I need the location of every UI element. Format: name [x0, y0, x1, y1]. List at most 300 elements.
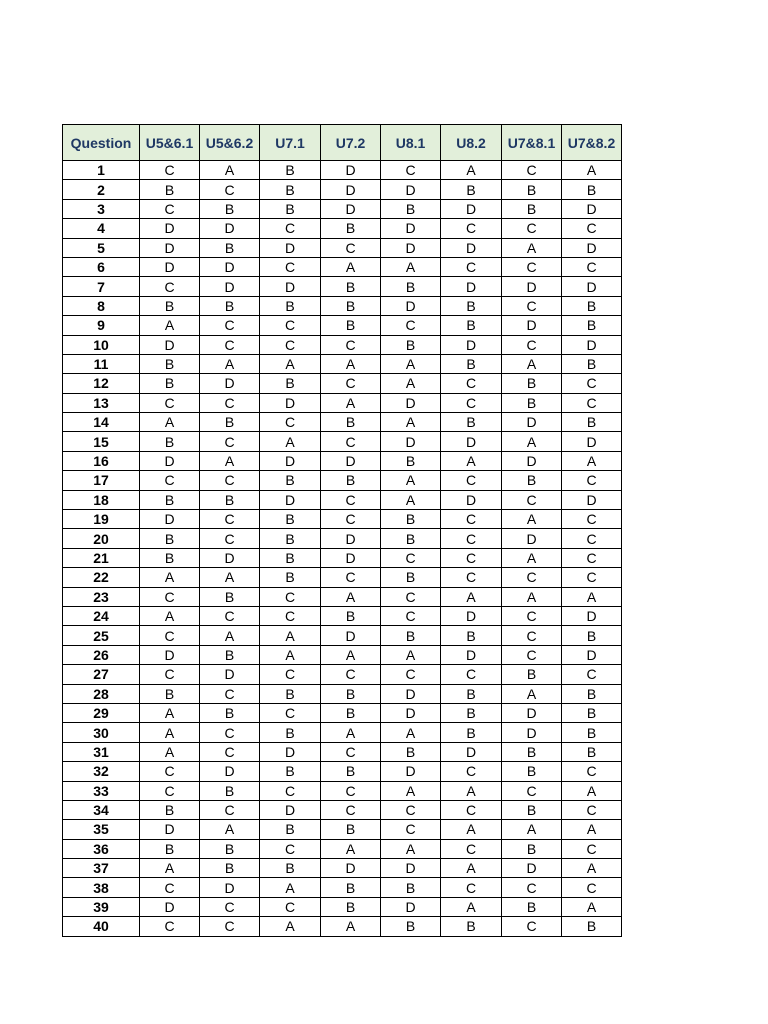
- answer-cell: B: [321, 277, 381, 296]
- table-row: [63, 296, 622, 315]
- answer-cell: C: [140, 917, 200, 936]
- answer-cell: A: [200, 451, 260, 470]
- table-row: [63, 257, 622, 276]
- answer-cell: D: [441, 238, 502, 257]
- answer-cell: B: [200, 296, 260, 315]
- table-row: [63, 354, 622, 373]
- table-row: [63, 665, 622, 684]
- answer-cell: D: [140, 897, 200, 916]
- question-number-cell: 29: [63, 703, 140, 722]
- answer-cell: B: [441, 413, 502, 432]
- answer-cell: D: [260, 451, 321, 470]
- answer-cell: C: [140, 471, 200, 490]
- answer-cell: D: [381, 296, 441, 315]
- answer-cell: B: [441, 354, 502, 373]
- answer-cell: D: [381, 393, 441, 412]
- answer-cell: A: [260, 917, 321, 936]
- answer-cell: A: [321, 723, 381, 742]
- answer-cell: C: [562, 471, 622, 490]
- question-number-cell: 38: [63, 878, 140, 897]
- answer-cell: B: [441, 626, 502, 645]
- answer-cell: B: [562, 316, 622, 335]
- table-row: [63, 199, 622, 218]
- answer-cell: C: [502, 606, 562, 625]
- answer-cell: D: [260, 238, 321, 257]
- answer-cell: B: [502, 471, 562, 490]
- answer-cell: A: [441, 781, 502, 800]
- answer-cell: B: [321, 897, 381, 916]
- answer-cell: B: [200, 859, 260, 878]
- table-row: [63, 316, 622, 335]
- answer-cell: C: [441, 878, 502, 897]
- answer-cell: B: [260, 859, 321, 878]
- answer-cell: B: [200, 238, 260, 257]
- question-number-cell: 25: [63, 626, 140, 645]
- answer-cell: A: [381, 723, 441, 742]
- answer-cell: C: [441, 762, 502, 781]
- column-header-question: Question: [63, 125, 140, 161]
- answer-cell: A: [381, 374, 441, 393]
- answer-cell: B: [562, 742, 622, 761]
- answer-cell: B: [441, 684, 502, 703]
- answer-cell: D: [502, 451, 562, 470]
- column-header-u8-2: U8.2: [441, 125, 502, 161]
- answer-cell: D: [321, 199, 381, 218]
- answer-cell: D: [200, 665, 260, 684]
- answer-cell: A: [140, 568, 200, 587]
- answer-cell: D: [260, 800, 321, 819]
- question-number-cell: 17: [63, 471, 140, 490]
- answer-cell: C: [321, 568, 381, 587]
- answer-cell: C: [562, 374, 622, 393]
- answer-cell: D: [381, 859, 441, 878]
- answer-cell: A: [441, 451, 502, 470]
- answer-cell: A: [200, 354, 260, 373]
- answer-cell: B: [502, 800, 562, 819]
- answer-cell: C: [140, 587, 200, 606]
- answer-cell: A: [260, 354, 321, 373]
- answer-cell: C: [562, 762, 622, 781]
- answer-cell: C: [381, 587, 441, 606]
- answer-cell: A: [502, 510, 562, 529]
- answer-cell: B: [260, 568, 321, 587]
- question-number-cell: 39: [63, 897, 140, 916]
- answer-cell: B: [260, 510, 321, 529]
- answer-cell: C: [260, 781, 321, 800]
- answer-cell: D: [381, 432, 441, 451]
- table-row: [63, 413, 622, 432]
- answer-cell: C: [140, 277, 200, 296]
- answer-cell: A: [562, 587, 622, 606]
- question-number-cell: 4: [63, 219, 140, 238]
- table-row: [63, 781, 622, 800]
- answer-cell: A: [502, 587, 562, 606]
- answer-cell: A: [200, 626, 260, 645]
- question-number-cell: 27: [63, 665, 140, 684]
- answer-cell: D: [140, 335, 200, 354]
- answer-cell: C: [502, 645, 562, 664]
- answer-cell: C: [200, 684, 260, 703]
- table-row: [63, 393, 622, 412]
- answer-cell: B: [260, 296, 321, 315]
- answer-cell: B: [381, 451, 441, 470]
- answer-cell: D: [562, 432, 622, 451]
- answer-cell: C: [381, 820, 441, 839]
- answer-cell: B: [200, 413, 260, 432]
- answer-cell: B: [200, 703, 260, 722]
- table-row: [63, 839, 622, 858]
- answer-cell: D: [502, 703, 562, 722]
- answer-cell: C: [441, 665, 502, 684]
- table-row: [63, 451, 622, 470]
- answer-cell: C: [562, 800, 622, 819]
- answer-cell: C: [260, 839, 321, 858]
- answer-cell: D: [200, 878, 260, 897]
- table-row: [63, 161, 622, 180]
- answer-cell: D: [562, 645, 622, 664]
- answer-cell: C: [441, 529, 502, 548]
- answer-cell: C: [381, 548, 441, 567]
- header-row: [63, 125, 622, 161]
- answer-cell: D: [502, 723, 562, 742]
- table-row: [63, 859, 622, 878]
- answer-cell: B: [441, 723, 502, 742]
- answer-cell: A: [140, 703, 200, 722]
- answer-cell: A: [321, 645, 381, 664]
- answer-cell: D: [321, 626, 381, 645]
- answer-cell: C: [260, 897, 321, 916]
- table-row: [63, 703, 622, 722]
- answer-cell: C: [502, 917, 562, 936]
- question-number-cell: 13: [63, 393, 140, 412]
- answer-cell: A: [381, 839, 441, 858]
- answer-cell: C: [260, 219, 321, 238]
- column-header-u7-8-1: U7&8.1: [502, 125, 562, 161]
- answer-cell: C: [260, 413, 321, 432]
- answer-cell: D: [441, 606, 502, 625]
- column-header-u5-6-1: U5&6.1: [140, 125, 200, 161]
- answer-cell: D: [562, 606, 622, 625]
- answer-cell: B: [381, 568, 441, 587]
- answer-cell: B: [381, 510, 441, 529]
- answer-cell: D: [260, 490, 321, 509]
- answer-cell: C: [441, 374, 502, 393]
- question-number-cell: 36: [63, 839, 140, 858]
- answer-cell: C: [441, 568, 502, 587]
- answer-cell: B: [260, 548, 321, 567]
- answer-cell: C: [441, 839, 502, 858]
- question-number-cell: 3: [63, 199, 140, 218]
- answer-cell: B: [441, 917, 502, 936]
- answer-cell: C: [200, 742, 260, 761]
- table-row: [63, 917, 622, 936]
- answer-cell: B: [381, 742, 441, 761]
- answer-cell: C: [200, 471, 260, 490]
- answer-cell: A: [441, 161, 502, 180]
- answer-cell: B: [321, 219, 381, 238]
- answer-cell: C: [441, 548, 502, 567]
- answer-cell: C: [502, 878, 562, 897]
- answer-cell: C: [200, 510, 260, 529]
- answer-cell: C: [200, 335, 260, 354]
- answer-cell: A: [200, 568, 260, 587]
- answer-cell: C: [321, 432, 381, 451]
- answer-cell: B: [502, 897, 562, 916]
- answer-cell: B: [381, 529, 441, 548]
- answer-cell: D: [200, 257, 260, 276]
- answer-cell: B: [260, 199, 321, 218]
- answer-cell: C: [502, 219, 562, 238]
- answer-cell: B: [321, 606, 381, 625]
- answer-cell: D: [562, 335, 622, 354]
- answer-cell: D: [381, 180, 441, 199]
- answer-cell: C: [562, 529, 622, 548]
- question-number-cell: 33: [63, 781, 140, 800]
- answer-cell: A: [381, 781, 441, 800]
- answer-cell: C: [321, 335, 381, 354]
- question-number-cell: 31: [63, 742, 140, 761]
- answer-cell: A: [502, 432, 562, 451]
- answer-cell: B: [562, 723, 622, 742]
- answer-cell: B: [441, 703, 502, 722]
- answer-cell: D: [381, 703, 441, 722]
- answer-cell: C: [502, 626, 562, 645]
- answer-cell: D: [321, 548, 381, 567]
- column-header-u8-1: U8.1: [381, 125, 441, 161]
- answer-cell: C: [260, 665, 321, 684]
- answer-cell: D: [260, 393, 321, 412]
- answer-cell: C: [200, 432, 260, 451]
- answer-cell: C: [562, 878, 622, 897]
- answer-cell: B: [140, 548, 200, 567]
- answer-cell: C: [381, 316, 441, 335]
- column-header-u7-2: U7.2: [321, 125, 381, 161]
- question-number-cell: 10: [63, 335, 140, 354]
- table-row: [63, 219, 622, 238]
- answer-cell: D: [502, 413, 562, 432]
- answer-cell: B: [260, 180, 321, 199]
- answer-cell: B: [562, 917, 622, 936]
- answer-key-table: [62, 124, 622, 937]
- question-number-cell: 9: [63, 316, 140, 335]
- table-row: [63, 374, 622, 393]
- answer-cell: B: [502, 762, 562, 781]
- answer-cell: C: [140, 626, 200, 645]
- answer-cell: A: [562, 161, 622, 180]
- answer-cell: B: [502, 374, 562, 393]
- table-row: [63, 490, 622, 509]
- answer-cell: A: [140, 859, 200, 878]
- answer-cell: A: [381, 257, 441, 276]
- answer-cell: D: [502, 859, 562, 878]
- answer-cell: C: [562, 257, 622, 276]
- answer-cell: B: [140, 374, 200, 393]
- answer-cell: C: [260, 316, 321, 335]
- question-number-cell: 20: [63, 529, 140, 548]
- answer-cell: D: [502, 277, 562, 296]
- answer-cell: A: [260, 432, 321, 451]
- answer-cell: B: [381, 626, 441, 645]
- question-number-cell: 23: [63, 587, 140, 606]
- table-row: [63, 548, 622, 567]
- table-row: [63, 510, 622, 529]
- answer-cell: B: [562, 703, 622, 722]
- answer-cell: A: [441, 897, 502, 916]
- answer-cell: C: [562, 393, 622, 412]
- answer-cell: B: [562, 296, 622, 315]
- answer-cell: C: [502, 568, 562, 587]
- answer-cell: C: [562, 219, 622, 238]
- answer-cell: C: [502, 490, 562, 509]
- answer-cell: D: [381, 762, 441, 781]
- answer-cell: B: [321, 703, 381, 722]
- column-header-u5-6-2: U5&6.2: [200, 125, 260, 161]
- table-row: [63, 606, 622, 625]
- answer-cell: B: [140, 354, 200, 373]
- answer-cell: C: [441, 257, 502, 276]
- answer-cell: B: [441, 180, 502, 199]
- answer-cell: D: [200, 374, 260, 393]
- answer-cell: A: [321, 393, 381, 412]
- answer-cell: A: [200, 820, 260, 839]
- question-number-cell: 21: [63, 548, 140, 567]
- answer-cell: A: [140, 742, 200, 761]
- column-header-u7-8-2: U7&8.2: [562, 125, 622, 161]
- answer-cell: D: [140, 257, 200, 276]
- table-row: [63, 645, 622, 664]
- answer-cell: C: [260, 257, 321, 276]
- answer-cell: B: [140, 839, 200, 858]
- answer-cell: C: [200, 180, 260, 199]
- answer-cell: B: [260, 374, 321, 393]
- answer-cell: B: [321, 820, 381, 839]
- answer-cell: C: [562, 665, 622, 684]
- answer-cell: B: [140, 490, 200, 509]
- answer-cell: A: [321, 257, 381, 276]
- answer-cell: C: [200, 393, 260, 412]
- answer-cell: C: [441, 219, 502, 238]
- table-row: [63, 238, 622, 257]
- answer-cell: C: [321, 374, 381, 393]
- table-row: [63, 723, 622, 742]
- answer-cell: A: [140, 316, 200, 335]
- answer-cell: D: [140, 645, 200, 664]
- answer-cell: D: [381, 219, 441, 238]
- answer-cell: C: [562, 510, 622, 529]
- answer-cell: D: [562, 238, 622, 257]
- answer-cell: B: [200, 490, 260, 509]
- answer-cell: B: [562, 354, 622, 373]
- answer-cell: B: [260, 471, 321, 490]
- question-number-cell: 28: [63, 684, 140, 703]
- answer-cell: B: [562, 180, 622, 199]
- answer-cell: C: [140, 781, 200, 800]
- answer-cell: D: [562, 490, 622, 509]
- answer-cell: C: [381, 606, 441, 625]
- answer-cell: D: [441, 645, 502, 664]
- answer-cell: C: [260, 606, 321, 625]
- answer-cell: B: [140, 800, 200, 819]
- table-row: [63, 529, 622, 548]
- answer-cell: B: [260, 820, 321, 839]
- answer-cell: B: [381, 277, 441, 296]
- answer-cell: A: [562, 859, 622, 878]
- question-number-cell: 35: [63, 820, 140, 839]
- answer-cell: B: [562, 684, 622, 703]
- answer-cell: B: [260, 762, 321, 781]
- table-row: [63, 762, 622, 781]
- answer-cell: C: [562, 839, 622, 858]
- column-header-u7-1: U7.1: [260, 125, 321, 161]
- answer-cell: D: [200, 219, 260, 238]
- answer-cell: A: [381, 490, 441, 509]
- answer-cell: B: [140, 432, 200, 451]
- answer-cell: C: [441, 800, 502, 819]
- answer-cell: B: [502, 199, 562, 218]
- table-row: [63, 432, 622, 451]
- answer-cell: D: [140, 219, 200, 238]
- answer-cell: C: [502, 257, 562, 276]
- answer-cell: B: [200, 587, 260, 606]
- answer-cell: B: [381, 335, 441, 354]
- answer-cell: B: [502, 839, 562, 858]
- table-body: [63, 161, 622, 937]
- answer-cell: C: [321, 510, 381, 529]
- answer-cell: D: [140, 820, 200, 839]
- answer-cell: C: [200, 800, 260, 819]
- answer-cell: B: [260, 529, 321, 548]
- answer-cell: A: [502, 354, 562, 373]
- answer-cell: C: [140, 161, 200, 180]
- question-number-cell: 15: [63, 432, 140, 451]
- answer-cell: B: [200, 839, 260, 858]
- answer-cell: B: [321, 316, 381, 335]
- answer-cell: C: [562, 548, 622, 567]
- answer-cell: D: [140, 238, 200, 257]
- answer-cell: A: [260, 645, 321, 664]
- answer-cell: C: [140, 762, 200, 781]
- answer-cell: C: [381, 665, 441, 684]
- answer-cell: C: [260, 703, 321, 722]
- table-row: [63, 471, 622, 490]
- table-row: [63, 587, 622, 606]
- answer-cell: C: [140, 878, 200, 897]
- answer-cell: A: [140, 723, 200, 742]
- answer-cell: C: [200, 917, 260, 936]
- answer-cell: B: [200, 781, 260, 800]
- answer-cell: C: [200, 606, 260, 625]
- answer-cell: B: [562, 626, 622, 645]
- answer-cell: C: [260, 335, 321, 354]
- answer-cell: D: [381, 238, 441, 257]
- question-number-cell: 30: [63, 723, 140, 742]
- answer-cell: D: [381, 684, 441, 703]
- answer-cell: C: [441, 471, 502, 490]
- answer-cell: D: [381, 897, 441, 916]
- table-row: [63, 277, 622, 296]
- answer-cell: D: [441, 432, 502, 451]
- question-number-cell: 26: [63, 645, 140, 664]
- answer-cell: C: [502, 296, 562, 315]
- answer-cell: B: [140, 180, 200, 199]
- question-number-cell: 2: [63, 180, 140, 199]
- question-number-cell: 8: [63, 296, 140, 315]
- answer-cell: A: [140, 606, 200, 625]
- answer-cell: D: [200, 762, 260, 781]
- answer-cell: C: [260, 587, 321, 606]
- answer-cell: B: [321, 762, 381, 781]
- answer-cell: A: [321, 917, 381, 936]
